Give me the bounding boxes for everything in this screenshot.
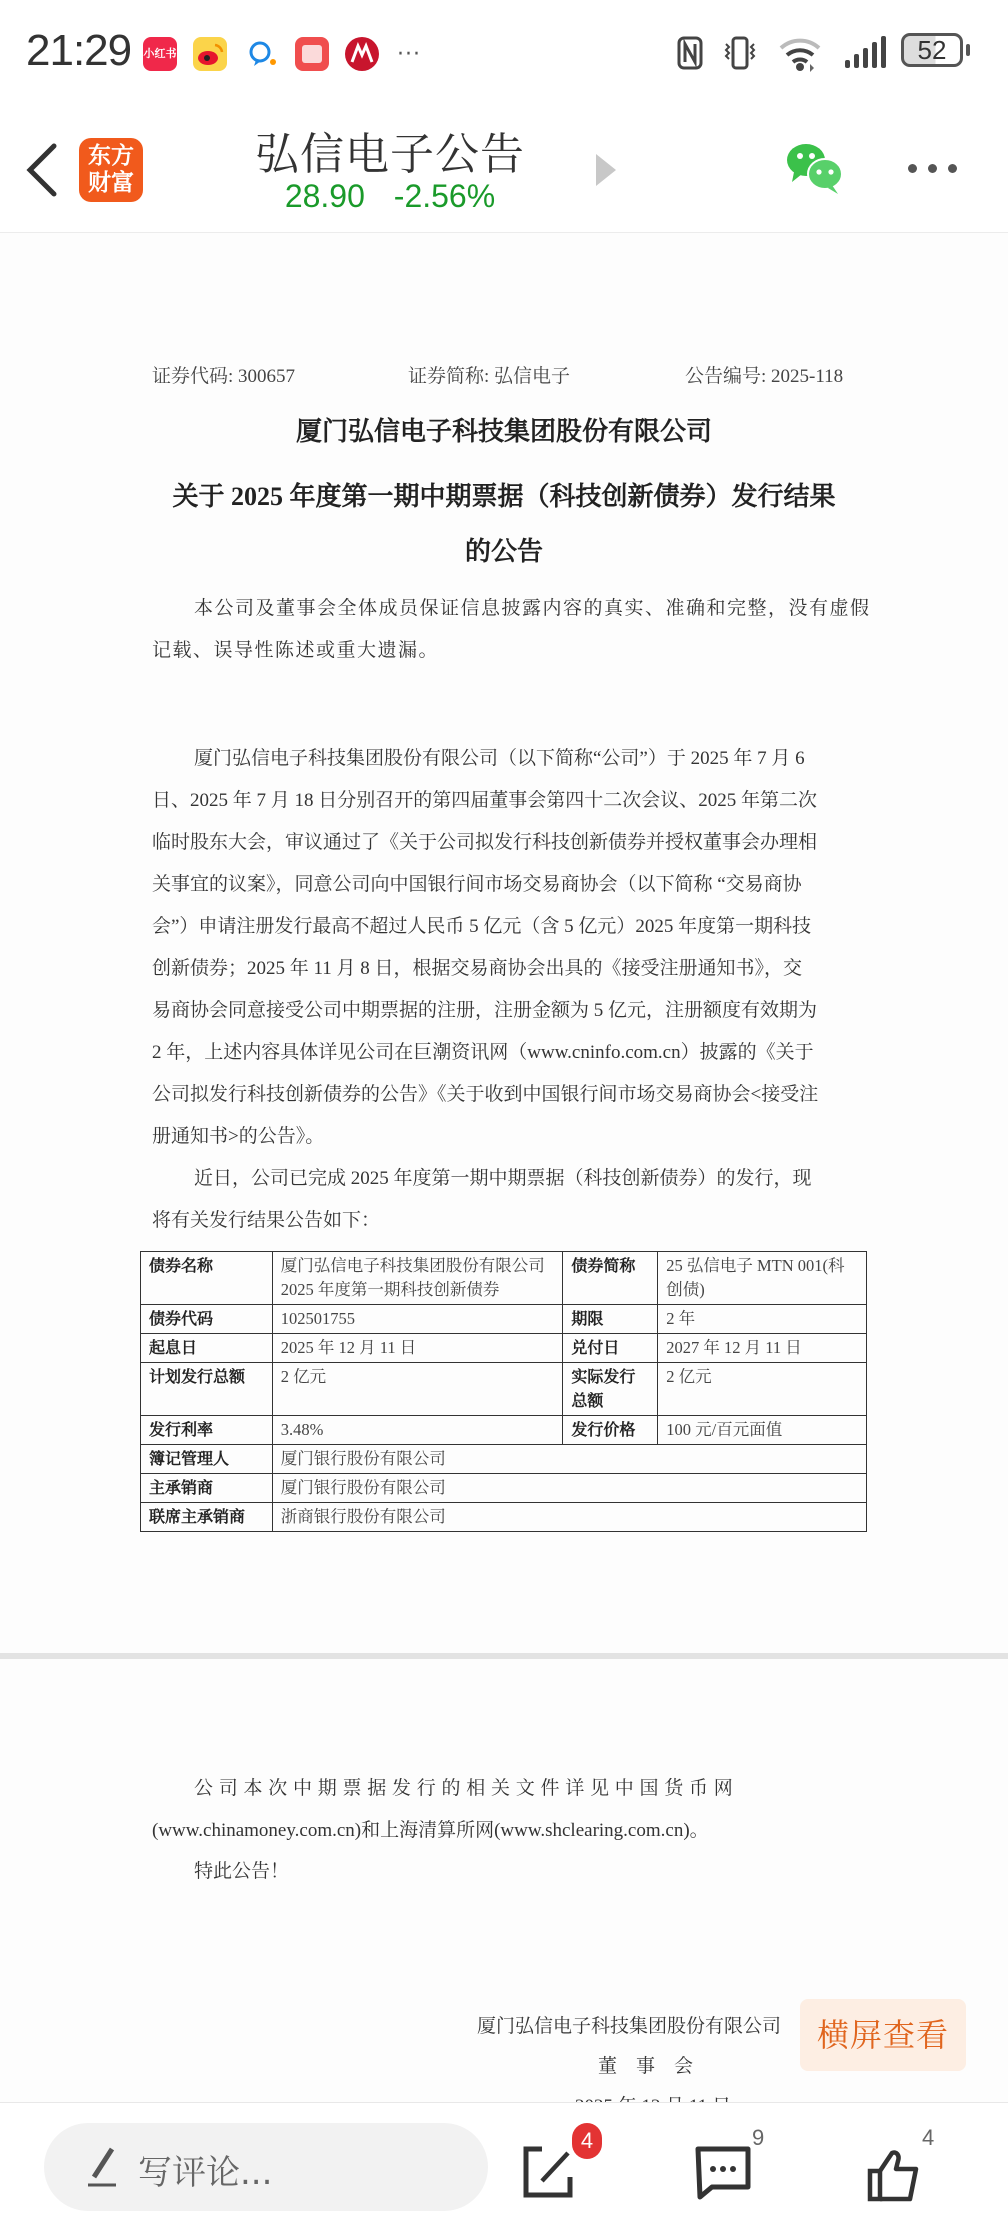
table-key: 发行价格 <box>563 1416 658 1445</box>
table-key: 兑付日 <box>563 1334 658 1363</box>
text-line: 公 司 本 次 中 期 票 据 发 行 的 相 关 文 件 详 见 中 国 货 币 网 <box>194 1778 734 1799</box>
share-button[interactable] <box>522 2143 578 2203</box>
more-options-icon[interactable] <box>908 160 964 176</box>
table-value: 100 元/百元面值 <box>658 1416 867 1445</box>
table-row <box>141 1334 867 1363</box>
table-value: 厦门银行股份有限公司 <box>272 1474 866 1503</box>
like-count: 4 <box>922 2125 935 2150</box>
table-value: 2 亿元 <box>658 1363 867 1416</box>
table-row <box>141 1474 867 1503</box>
notice-number: 公告编号: 2025-118 <box>685 366 844 387</box>
comment-placeholder: 写评论... <box>138 2153 273 2193</box>
table-key: 联席主承销商 <box>141 1503 273 1532</box>
signature-date <box>575 2091 731 2101</box>
table-key: 债券名称 <box>141 1252 273 1305</box>
text-line: 临时股东大会，审议通过了《关于公司拟发行科技创新债券并授权董事会办理相 <box>152 832 818 853</box>
table-value: 2027 年 12 月 11 日 <box>658 1334 867 1363</box>
table-key: 债券代码 <box>141 1305 273 1334</box>
weibo-icon <box>193 37 227 71</box>
table-key: 计划发行总额 <box>141 1363 273 1416</box>
landscape-view-button[interactable]: 横屏查看 <box>800 1999 966 2071</box>
text-line: 公司拟发行科技创新债券的公告》《关于收到中国银行间市场交易商协会<接受注 <box>152 1084 819 1105</box>
stock-price: 28.90 <box>284 178 365 214</box>
table-row <box>141 1252 867 1305</box>
announcement-title-line1: 关于 2025 年度第一期中期票据（科技创新债券）发行结果 <box>172 482 836 511</box>
security-code: 证券代码: 300657 <box>152 366 296 387</box>
comment-input[interactable] <box>44 2123 488 2211</box>
battery-icon <box>901 33 973 69</box>
security-short-name: 证券简称: 弘信电子 <box>408 366 571 387</box>
page-title: 弘信电子公告 <box>255 129 525 180</box>
signature-board: 董 事 会 <box>598 2056 694 2077</box>
table-row <box>141 1416 867 1445</box>
next-announcement-arrow-icon[interactable] <box>596 154 616 186</box>
nfc-icon <box>677 36 703 74</box>
table-value: 2 年 <box>658 1305 867 1334</box>
table-value: 102501755 <box>272 1305 563 1334</box>
header <box>0 100 1008 233</box>
table-key: 期限 <box>563 1305 658 1334</box>
like-button[interactable] <box>866 2147 926 2207</box>
text-line: 册通知书>的公告》。 <box>152 1126 325 1147</box>
table-row <box>141 1503 867 1532</box>
table-value: 厦门弘信电子科技集团股份有限公司 2025 年度第一期科技创新债券 <box>272 1252 563 1305</box>
text-line: 厦门弘信电子科技集团股份有限公司（以下简称“公司”）于 2025 年 7 月 6 <box>194 748 805 769</box>
tencent-docs-icon <box>246 37 280 71</box>
text-line: 日、2025 年 7 月 18 日分别召开的第四届董事会第四十二次会议、2025 年第二次 <box>152 790 818 811</box>
table-key: 起息日 <box>141 1334 273 1363</box>
text-line: 创新债券；2025 年 11 月 8 日，根据交易商协会出具的《接受注册通知书》，交 <box>152 958 803 979</box>
table-row <box>141 1363 867 1416</box>
table-key: 主承销商 <box>141 1474 273 1503</box>
page-separator <box>0 1653 1008 1659</box>
text-line: 近日，公司已完成 2025 年度第一期中期票据（科技创新债券）的发行，现 <box>194 1168 812 1189</box>
stock-quote <box>200 178 580 215</box>
red-app-icon <box>295 37 329 71</box>
table-key: 实际发行总额 <box>563 1363 658 1416</box>
table-value: 25 弘信电子 MTN 001(科创债) <box>658 1252 867 1305</box>
wechat-share-icon[interactable] <box>784 140 846 196</box>
table-value: 2025 年 12 月 11 日 <box>272 1334 563 1363</box>
company-heading: 厦门弘信电子科技集团股份有限公司 <box>295 417 712 446</box>
logo-text-bottom: 财富 <box>88 170 134 196</box>
text-line: 会”）申请注册发行最高不超过人民币 5 亿元（含 5 亿元）2025 年度第一期科技 <box>152 916 812 937</box>
bottom-action-bar <box>0 2102 1008 2233</box>
table-value: 厦门银行股份有限公司 <box>272 1445 866 1474</box>
table-row <box>141 1445 867 1474</box>
text-line: 本公司及董事会全体成员保证信息披露内容的真实、准确和完整，没有虚假 <box>194 598 871 619</box>
table-value: 浙商银行股份有限公司 <box>272 1503 866 1532</box>
logo-text-top: 东方 <box>88 143 134 169</box>
vibrate-icon <box>720 34 760 76</box>
text-line: 2 年，上述内容具体详见公司在巨潮资讯网（www.cninfo.com.cn）披露的《关于 <box>152 1042 814 1063</box>
more-notifications-icon: ··· <box>397 42 421 67</box>
paragraph-completion <box>152 1158 858 1242</box>
xiaohongshu-icon: 小红书 <box>143 37 177 71</box>
table-row <box>141 1305 867 1334</box>
pencil-icon <box>84 2147 120 2193</box>
table-value: 3.48% <box>272 1416 563 1445</box>
table-key: 债券简称 <box>563 1252 658 1305</box>
text-line: 将有关发行结果公告如下： <box>152 1210 381 1231</box>
table-key: 簿记管理人 <box>141 1445 273 1474</box>
cmb-bank-icon <box>345 37 379 71</box>
wifi-icon <box>778 36 824 76</box>
disclosure-statement <box>152 588 871 672</box>
stock-change: -2.56% <box>393 178 496 214</box>
status-bar <box>0 0 1008 100</box>
status-time: 21:29 <box>26 26 132 75</box>
announcement-title-line2: 的公告 <box>464 537 543 566</box>
table-key: 发行利率 <box>141 1416 273 1445</box>
text-line: 关事宜的议案》，同意公司向中国银行间市场交易商协会（以下简称 “交易商协 <box>152 874 802 895</box>
battery-level: 52 <box>917 35 947 65</box>
comment-count: 9 <box>752 2125 765 2150</box>
comment-button[interactable] <box>694 2145 754 2207</box>
text-line: 记载、误导性陈述或重大遗漏。 <box>152 640 440 661</box>
eastmoney-logo[interactable] <box>79 138 143 202</box>
closing-text: 特此公告！ <box>194 1861 290 1882</box>
back-button[interactable] <box>22 140 62 200</box>
text-line: (www.chinamoney.com.cn)和上海清算所网(www.shclearing.com.cn)。 <box>152 1820 709 1841</box>
signature-company: 厦门弘信电子科技集团股份有限公司 <box>477 2016 782 2037</box>
paragraph-background <box>152 738 858 1158</box>
share-count-badge: 4 <box>572 2123 602 2159</box>
paragraph-related-files <box>152 1768 858 1852</box>
bond-details-table <box>140 1251 867 1532</box>
text-line: 易商协会同意接受公司中期票据的注册，注册金额为 5 亿元，注册额度有效期为 <box>152 1000 818 1021</box>
closing-paragraph <box>152 1851 858 1893</box>
table-value: 2 亿元 <box>272 1363 563 1416</box>
signal-icon <box>843 36 887 74</box>
